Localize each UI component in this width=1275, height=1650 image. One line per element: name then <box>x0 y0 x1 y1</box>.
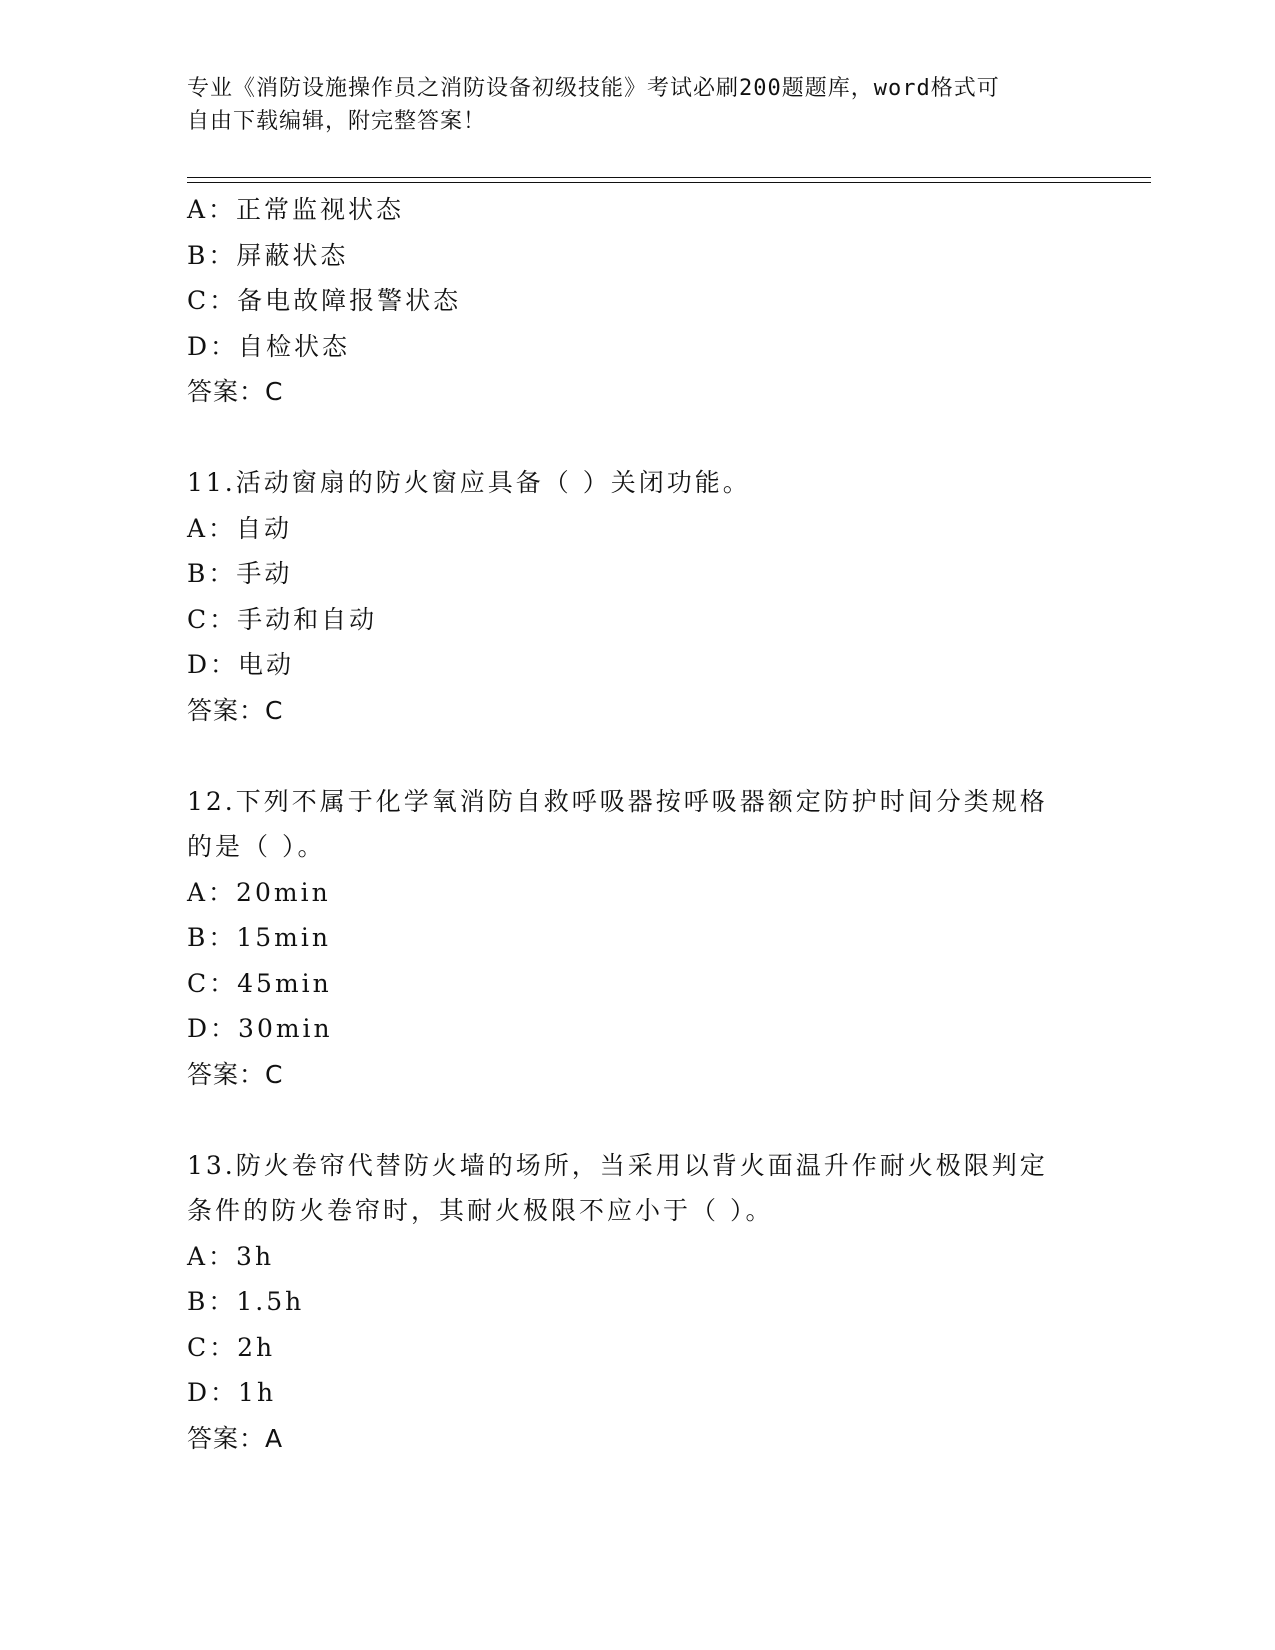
option-d: D：电动 <box>187 650 295 679</box>
answer-line: 答案：A <box>187 1423 284 1453</box>
option-c: C：备电故障报警状态 <box>187 286 462 315</box>
header-line-2: 自由下载编辑，附完整答案！ <box>187 109 487 134</box>
option-b: B：屏蔽状态 <box>187 240 349 270</box>
option-b: B：手动 <box>187 559 293 588</box>
header-divider-top <box>187 177 1151 178</box>
option-a: A：自动 <box>187 513 293 543</box>
document-header <box>187 72 1087 138</box>
question-block-11 <box>187 460 1087 733</box>
header-divider-bottom <box>187 182 1151 183</box>
option-a: A：正常监视状态 <box>187 195 405 224</box>
question-text-line-2: 条件的防火卷帘时，其耐火极限不应小于（ ）。 <box>187 1196 774 1225</box>
header-line-1: 专业《消防设施操作员之消防设备初级技能》考试必刷200题题库，word格式可 <box>187 76 1000 101</box>
question-block-10 <box>187 187 1087 415</box>
option-b: B：1.5h <box>187 1287 305 1316</box>
option-a: A：20min <box>187 877 331 907</box>
question-block-12 <box>187 779 1087 1098</box>
option-c: C：45min <box>187 968 332 998</box>
option-b: B：15min <box>187 923 331 952</box>
answer-line: 答案：C <box>187 695 284 725</box>
option-d: D：自检状态 <box>187 331 351 361</box>
question-list <box>187 187 1087 1461</box>
question-text-line-1: 13.防火卷帘代替防火墙的场所，当采用以背火面温升作耐火极限判定 <box>187 1150 1048 1180</box>
answer-line: 答案：C <box>187 1059 284 1089</box>
question-block-13 <box>187 1143 1087 1462</box>
option-c: C：手动和自动 <box>187 604 378 634</box>
question-text-line-2: 的是（ ）。 <box>187 832 326 861</box>
option-a: A：3h <box>187 1241 275 1271</box>
option-d: D：30min <box>187 1014 333 1043</box>
option-c: C：2h <box>187 1332 276 1362</box>
answer-line: 答案：C <box>187 377 284 406</box>
question-text-line-1: 12.下列不属于化学氧消防自救呼吸器按呼吸器额定防护时间分类规格 <box>187 786 1048 816</box>
question-text: 11.活动窗扇的防火窗应具备（ ）关闭功能。 <box>187 468 751 497</box>
option-d: D：1h <box>187 1378 277 1407</box>
